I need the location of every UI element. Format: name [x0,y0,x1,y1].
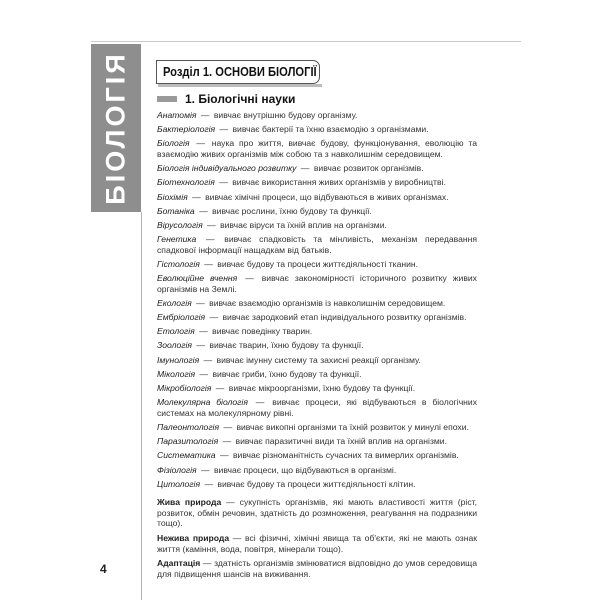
em-dash: — [215,382,225,393]
em-dash: — [192,191,201,202]
science-entry-term: Палеонтологія [157,421,220,432]
science-entry-term: Вірусологія [157,219,203,230]
science-entry [157,298,477,309]
em-dash: — [245,273,254,284]
science-entry [157,206,477,217]
science-entry-term: Еволюційне вчення [157,273,238,284]
em-dash: — [300,163,310,174]
science-entry-term: Біохімія [157,191,188,202]
science-entry-text: вивчає імунну систему та захисні реакції організму. [216,354,421,365]
science-entry-text: вивчає зародковий етап індивідуального розвитку організмів. [222,312,467,323]
science-entry [157,369,477,380]
science-entry-text: вивчає мікроорганізми, їхню будову та функції. [228,382,416,393]
subsection-title: 1. Біологічні науки [185,92,296,106]
page-content [157,92,477,579]
em-dash: — [209,312,219,323]
section-title: Розділ 1. ОСНОВИ БІОЛОГІЇ [163,64,317,79]
em-dash: — [204,258,213,269]
page-number: 4 [100,562,107,576]
definition-entry [157,497,477,529]
definition-entry-text: всі фізичні, хімічні явища та об'єкти, які не мають ознак життя (каміння, вода, повітря, мінерали тощо). [157,533,477,554]
science-entry-term: Імунологія [157,354,200,365]
side-tab [91,44,141,212]
section-title-shadow [158,84,322,87]
science-entry-text: вивчає використання живих організмів у виробництві. [232,177,446,188]
em-dash: — [255,397,265,408]
left-margin-rule [141,212,142,600]
em-dash: — [226,497,235,508]
definition-list [157,497,477,579]
science-entry-text: вивчає рослини, їхню будову та функції. [212,205,372,216]
science-entry-term: Зоологія [157,340,193,351]
definition-entry [157,533,477,554]
science-list [157,110,477,489]
science-entry [157,436,477,447]
science-entry-text: вивчає закономірності історичного розвитку живих організмів на Землі. [157,273,477,294]
science-entry-term: Паразитологія [157,436,219,447]
science-entry [157,326,477,337]
em-dash: — [207,219,216,230]
subsection-heading [157,92,477,106]
science-entry-text: вивчає розвиток організмів. [313,163,424,174]
science-entry [157,465,477,476]
em-dash: — [219,450,229,461]
science-entry [157,138,477,159]
subsection-bar [157,96,177,102]
science-entry [157,479,477,490]
em-dash: — [196,138,205,149]
science-entry-text: вивчає процеси, що відбуваються в організмі. [213,464,397,475]
science-entry-text: вивчає викопні організми та їхній розвиток у минулі епохи. [236,421,469,432]
em-dash: — [199,368,209,379]
em-dash: — [219,124,229,135]
science-entry [157,450,477,461]
science-entry-text: вивчає гриби, їхню будову та функції. [212,368,362,379]
science-entry-term: Генетика [157,234,197,245]
science-entry-term: Мікробіологія [157,382,212,393]
em-dash: — [205,234,215,245]
science-entry-text: вивчає процеси, які відбуваються в біологічних системах на молекулярному рівні. [157,397,478,418]
science-entry-term: Біологія [157,138,190,149]
science-entry-text: вивчає хімічні процеси, що відбуваються в живих організмах. [205,191,449,202]
em-dash: — [232,533,242,544]
side-tab-label: БІОЛОГІЯ [100,51,131,205]
science-entry [157,383,477,394]
definition-entry-term: Нежива природа [157,533,230,544]
em-dash: — [199,326,208,337]
science-entry-text: вивчає бактерії та їхню взаємодію з організмами. [232,124,429,135]
top-rule [91,41,521,42]
science-entry-text: наука про життя, вивчає будову, функціонування, еволюцію та взаємодію живих організмів між собою та з навколишнім середовищем. [157,138,478,159]
definition-entry-term: Жива природа [157,497,222,508]
science-entry [157,192,477,203]
science-entry-text: вивчає тварин, їхню будову та функції. [209,340,364,351]
science-entry [157,177,477,188]
section-title-box [156,60,320,84]
science-entry-term: Ембріологія [157,312,206,323]
science-entry [157,397,477,418]
science-entry [157,259,477,270]
science-entry-term: Біотехнологія [157,177,215,188]
science-entry-term: Фізіологія [157,464,197,475]
science-entry [157,340,477,351]
science-entry-term: Мікологія [157,368,196,379]
science-entry-term: Гістологія [157,258,200,269]
science-entry [157,312,477,323]
em-dash: — [222,436,232,447]
definition-entry [157,558,477,579]
science-entry [157,273,477,294]
science-entry-term: Етологія [157,326,195,337]
science-entry-text: вивчає віруси та їхній вплив на організми. [220,219,387,230]
em-dash: — [203,354,213,365]
science-entry-text: вивчає різноманітність сучасних та вимерлих організмів. [232,450,459,461]
science-entry-text: вивчає внутрішню будову організму. [213,110,358,120]
science-entry [157,234,477,255]
science-entry [157,163,477,174]
em-dash: — [202,558,212,569]
definition-entry-term: Адаптація [157,558,201,569]
em-dash: — [199,205,208,216]
definition-entry-text: здатність організмів змінюватися відповідно до умов середовища для підвищення шансів на виживання. [157,558,477,579]
science-entry-term: Молекулярна біологія [157,397,248,408]
science-entry-term: Цитологія [157,478,201,489]
science-entry-text: вивчає поведінку тварин. [212,326,313,337]
science-entry-term: Анатомія [157,110,197,120]
em-dash: — [200,110,210,120]
em-dash: — [204,478,214,489]
em-dash: — [196,340,205,351]
science-entry [157,422,477,433]
em-dash: — [201,464,210,475]
science-entry-term: Екологія [157,297,192,308]
em-dash: — [219,177,228,188]
science-entry-text: вивчає будову та процеси життєдіяльності тканин. [217,258,419,269]
science-entry [157,124,477,135]
science-entry-text: вивчає взаємодію організмів із навколишнім середовищем. [209,297,446,308]
science-entry [157,355,477,366]
science-entry-text: вивчає будову та процеси життєдіяльності клітин. [217,478,416,489]
definition-entry-text: сукупність організмів, які мають властивості життя (ріст, розвиток, обмін речовин, здатність до розмноження, реагування на подразники тощо). [157,497,478,529]
em-dash: — [223,421,233,432]
science-entry-term: Біологія індивідуального розвитку [157,163,297,174]
science-entry-text: вивчає спадковість та мінливість, механізм передавання спадкової інформації нащадкам від батьків. [157,234,478,255]
science-entry [157,220,477,231]
science-entry-term: Систематика [157,450,216,461]
em-dash: — [196,297,205,308]
science-entry-term: Ботаніка [157,205,195,216]
science-entry [157,110,477,121]
science-entry-term: Бактеріологія [157,124,216,135]
science-entry-text: вивчає паразитичні види та їхній вплив на організми. [235,436,447,447]
